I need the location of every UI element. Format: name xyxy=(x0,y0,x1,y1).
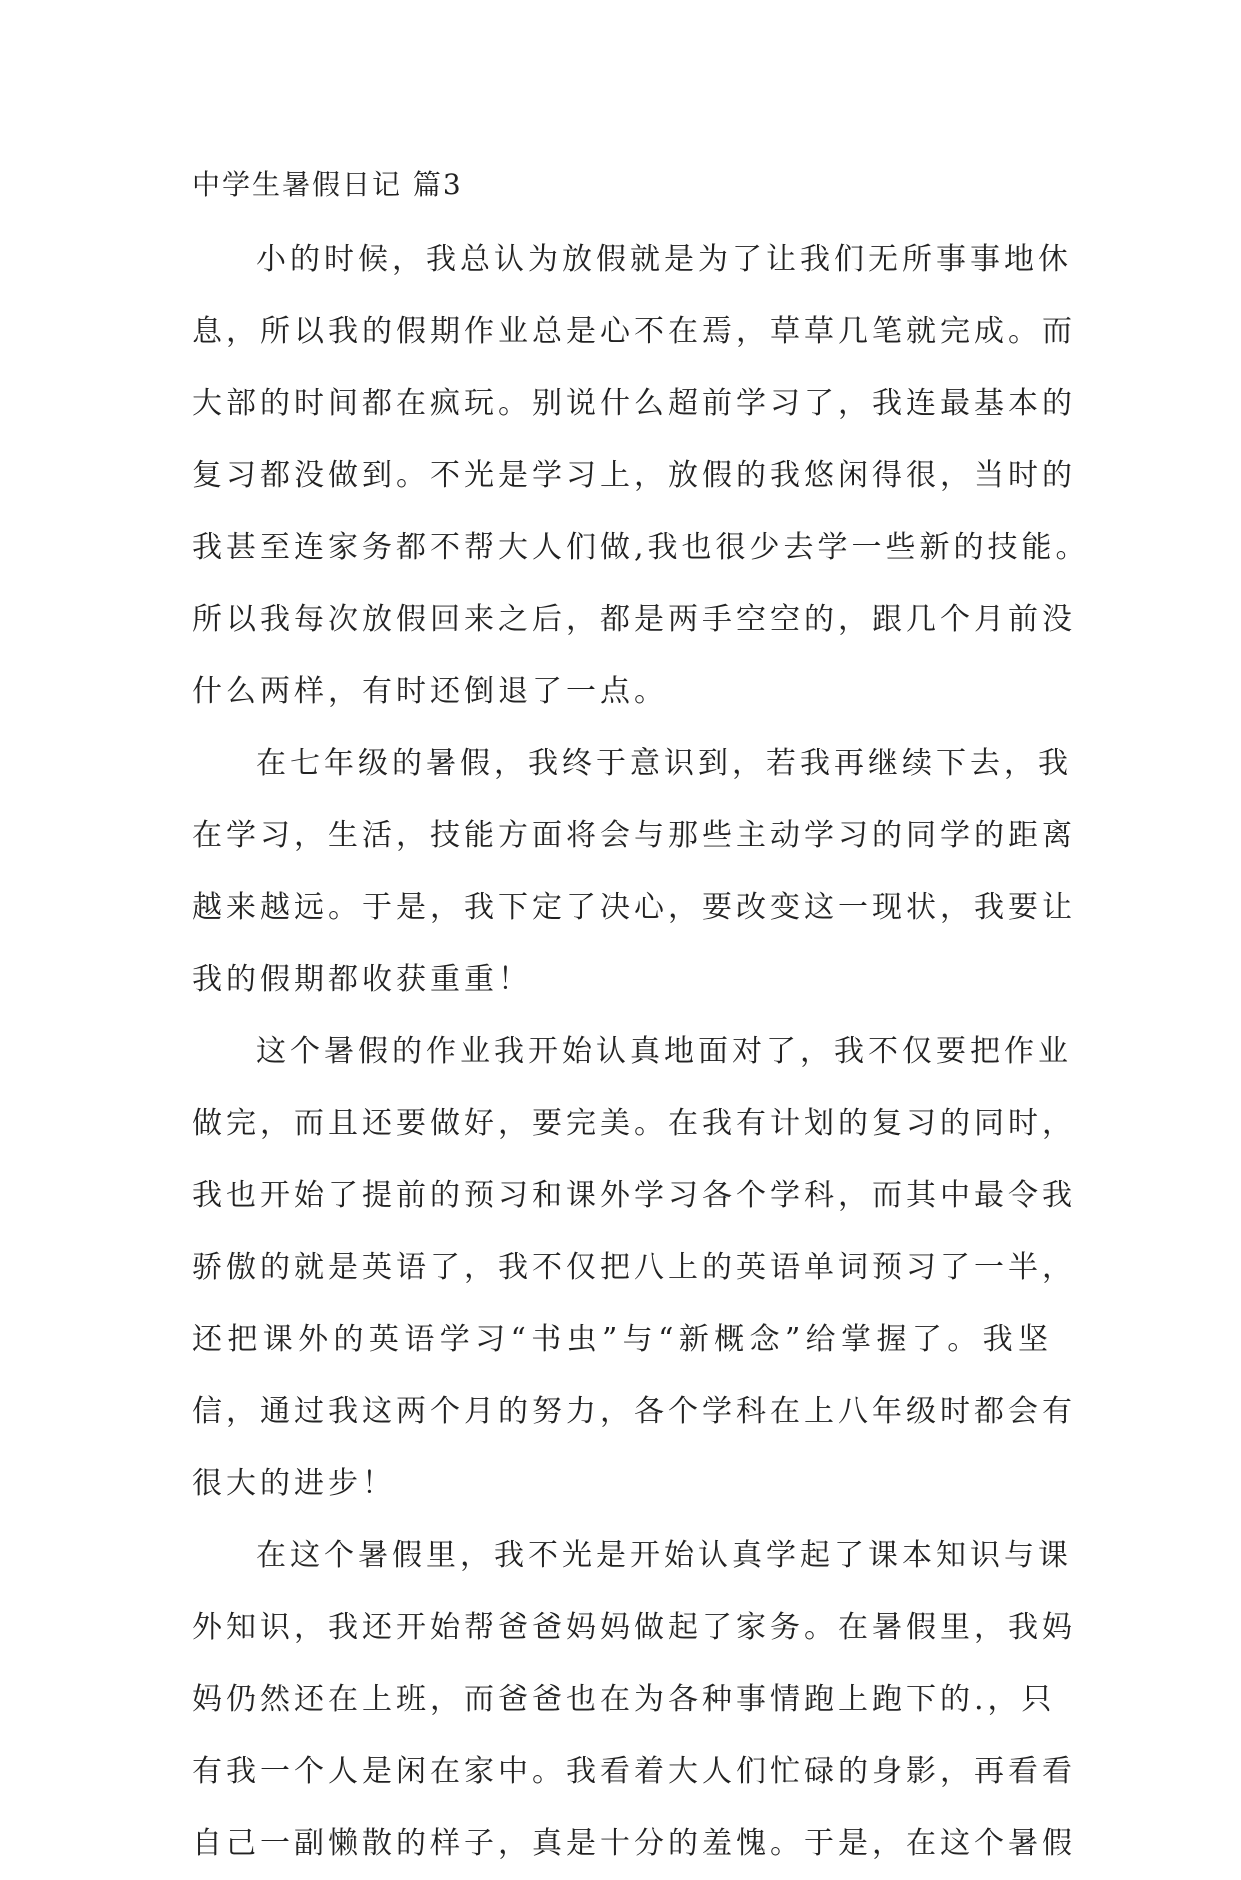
paragraph-4-line-3: 妈仍然还在上班，而爸爸也在为各种事情跑上跑下的.，只 xyxy=(192,1682,1056,1717)
paragraph-2-line-2: 在学习，生活，技能方面将会与那些主动学习的同学的距离 xyxy=(192,818,1076,853)
paragraph-3-line-7: 很大的进步！ xyxy=(192,1466,396,1501)
paragraph-1-line-6: 所以我每次放假回来之后，都是两手空空的，跟几个月前没 xyxy=(192,602,1076,637)
paragraph-1-line-7: 什么两样，有时还倒退了一点。 xyxy=(192,674,668,709)
paragraph-3-line-6: 信，通过我这两个月的努力，各个学科在上八年级时都会有 xyxy=(192,1394,1076,1429)
document-title: 中学生暑假日记 篇3 xyxy=(192,168,463,201)
paragraph-3-line-2: 做完，而且还要做好，要完美。在我有计划的复习的同时， xyxy=(192,1106,1076,1141)
paragraph-4-line-5: 自己一副懒散的样子，真是十分的羞愧。于是，在这个暑假 xyxy=(192,1826,1076,1861)
paragraph-1-line-1: 小的时候，我总认为放假就是为了让我们无所事事地休 xyxy=(256,242,1072,277)
paragraph-2-line-4: 我的假期都收获重重！ xyxy=(192,962,532,997)
paragraph-3-line-1: 这个暑假的作业我开始认真地面对了，我不仅要把作业 xyxy=(256,1034,1072,1069)
paragraph-1-line-5: 我甚至连家务都不帮大人们做,我也很少去学一些新的技能。 xyxy=(192,530,1090,565)
paragraph-3-line-5: 还把课外的英语学习“书虫”与“新概念”给掌握了。我坚 xyxy=(192,1322,1052,1357)
paragraph-4-line-4: 有我一个人是闲在家中。我看着大人们忙碌的身影，再看看 xyxy=(192,1754,1076,1789)
paragraph-2-line-3: 越来越远。于是，我下定了决心，要改变这一现状，我要让 xyxy=(192,890,1076,925)
paragraph-1-line-2: 息，所以我的假期作业总是心不在焉，草草几笔就完成。而 xyxy=(192,314,1076,349)
paragraph-3-line-4: 骄傲的就是英语了，我不仅把八上的英语单词预习了一半， xyxy=(192,1250,1076,1285)
document-body xyxy=(192,224,1090,1880)
paragraph-3-line-3: 我也开始了提前的预习和课外学习各个学科，而其中最令我 xyxy=(192,1178,1076,1213)
paragraph-4-line-1: 在这个暑假里，我不光是开始认真学起了课本知识与课 xyxy=(256,1538,1072,1573)
paragraph-4-line-2: 外知识，我还开始帮爸爸妈妈做起了家务。在暑假里，我妈 xyxy=(192,1610,1076,1645)
paragraph-2-line-1: 在七年级的暑假，我终于意识到，若我再继续下去，我 xyxy=(256,746,1072,781)
paragraph-1-line-4: 复习都没做到。不光是学习上，放假的我悠闲得很，当时的 xyxy=(192,458,1076,493)
paragraph-1-line-3: 大部的时间都在疯玩。别说什么超前学习了，我连最基本的 xyxy=(192,386,1076,421)
